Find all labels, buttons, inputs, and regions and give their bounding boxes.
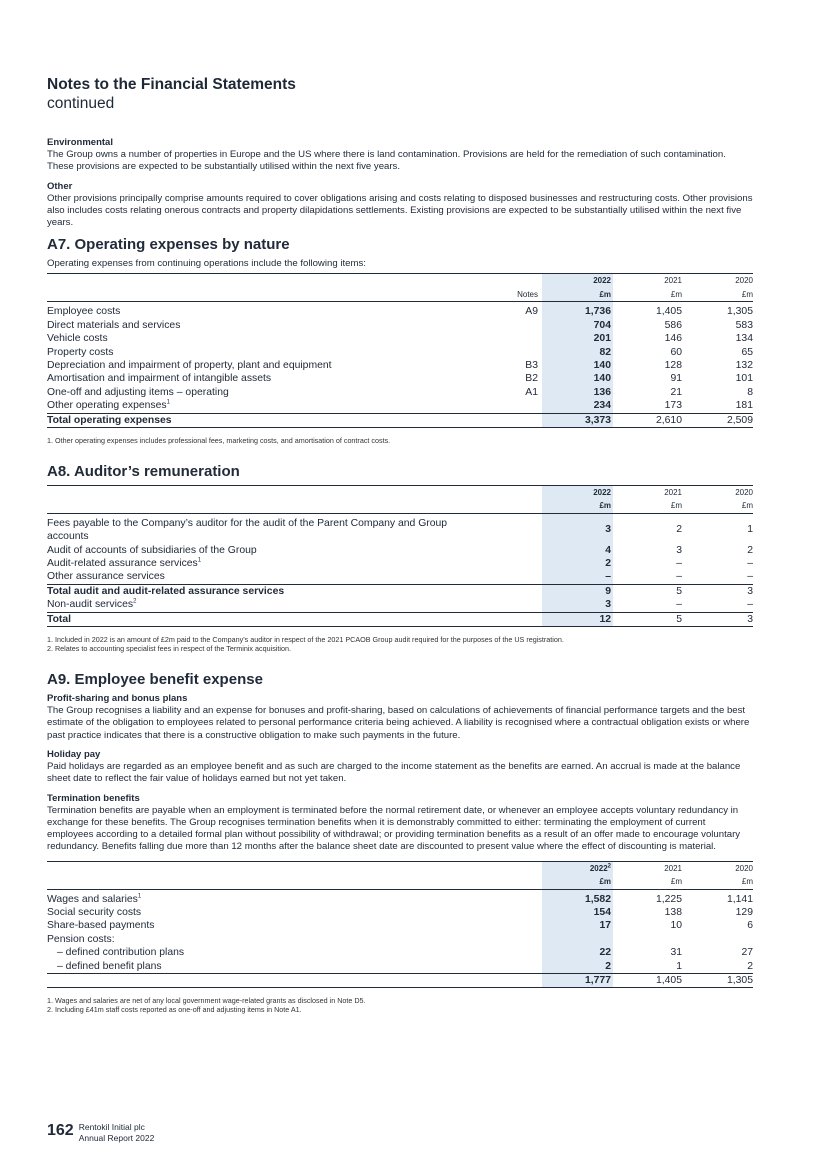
- a7-cell-label: One-off and adjusting items – operating: [47, 386, 229, 398]
- holiday-pay-text: Paid holidays are regarded as an employee benefit and as such are charged to the income statement as the benefits are earned. An accrual is made at the balance sheet date to reflect the fair value of holidays earned but not yet taken.: [47, 760, 741, 785]
- a7-cell-y21: 21: [670, 386, 682, 398]
- a9-cell-y22: [542, 933, 613, 946]
- a7-cell-y21: 586: [664, 319, 682, 331]
- a7-cell-notes: [488, 346, 542, 359]
- a9-total-label: [47, 973, 488, 987]
- a8-row: [47, 544, 753, 557]
- a9-cell-y20: 2: [747, 960, 753, 972]
- a8-title: A8. Auditor’s remuneration: [47, 462, 240, 480]
- a7-footnotes: [47, 436, 753, 445]
- a9-footnote-2: 2. Including £41m staff costs reported as one-off and adjusting items in Note A1.: [47, 1005, 302, 1015]
- a8-table: [47, 485, 753, 627]
- a9-row: [47, 933, 753, 946]
- a7-cell-notes: B2: [525, 373, 538, 385]
- a7-row: [47, 302, 753, 319]
- a7-cell-notes: A9: [525, 306, 538, 318]
- a7-cell-y21: 1,405: [655, 306, 682, 318]
- a7-cell-y22: 201: [542, 332, 613, 345]
- a7-cell-y22: 140: [542, 372, 613, 385]
- a7-cell-y22: 704: [542, 319, 613, 332]
- a8-nonaudit-2020: –: [747, 599, 753, 611]
- a8-header-2020: 2020 £m: [735, 487, 753, 511]
- a9-cell-y20: 27: [741, 947, 753, 959]
- a8-cell-y21: 3: [676, 544, 682, 556]
- a7-cell-notes: B3: [525, 359, 538, 371]
- a7-cell-label: Employee costs: [47, 306, 121, 318]
- a8-cell-y22: 2: [542, 557, 613, 570]
- a8-subtotal-notes: [488, 584, 542, 598]
- a9-cell-y21: 10: [670, 920, 682, 932]
- page-content: [47, 76, 753, 1014]
- a8-total-notes: [488, 612, 542, 626]
- a8-header-label: [47, 485, 488, 513]
- profit-sharing-heading: Profit-sharing and bonus plans: [47, 693, 188, 705]
- a7-cell-y21: 173: [664, 400, 682, 412]
- footer-company: Rentokil Initial plc: [78, 1122, 145, 1132]
- a9-cell-y22: 154: [542, 906, 613, 919]
- a9-cell-label: – defined benefit plans: [57, 960, 162, 972]
- a9-header-label: [47, 861, 488, 889]
- a7-cell-y22: 234: [542, 399, 613, 413]
- a9-cell-y22: 17: [542, 919, 613, 932]
- a8-header-2022: 2022 £m: [542, 485, 613, 513]
- a9-table: [47, 861, 753, 989]
- a8-subtotal-label: Total audit and audit-related assurance services: [47, 584, 488, 598]
- a7-total-notes: [488, 413, 542, 427]
- a9-cell-label: – defined contribution plans: [57, 947, 185, 959]
- a9-total-2022: 1,777: [542, 973, 613, 987]
- a7-footnote-1: 1. Other operating expenses includes professional fees, marketing costs, and amortisation of contract costs.: [47, 435, 391, 445]
- footer-company-block: [79, 1122, 155, 1143]
- holiday-pay-heading: Holiday pay: [47, 748, 101, 760]
- a7-cell-label: Depreciation and impairment of property, plant and equipment: [47, 359, 332, 371]
- a9-cell-y20: [684, 933, 753, 946]
- a9-cell-y21: 31: [670, 947, 682, 959]
- a8-cell-label: Audit-related assurance services$^1$: [47, 557, 202, 569]
- a9-cell-label: Social security costs: [47, 906, 142, 918]
- a9-row: [47, 889, 753, 906]
- a9-cell-label: Share-based payments: [47, 920, 155, 932]
- a8-nonaudit-notes: [488, 598, 542, 612]
- a8-header-notes: [488, 485, 542, 513]
- a7-cell-notes: A1: [525, 386, 538, 398]
- a8-cell-notes: [488, 544, 542, 557]
- a7-cell-y22: 82: [542, 346, 613, 359]
- a9-cell-y20: 129: [735, 906, 753, 918]
- a8-cell-y20: –: [747, 571, 753, 583]
- footer-report: Annual Report 2022: [78, 1132, 155, 1143]
- a9-total-row: [47, 973, 753, 987]
- a7-cell-label: Other operating expenses$^1$: [47, 399, 170, 412]
- a9-cell-y21: 1: [676, 960, 682, 972]
- page-number: 162: [47, 1122, 74, 1139]
- other-text: Other provisions principally comprise amounts required to cover obligations arising and costs relating to disposed businesses and restructuring costs. Other provisions also includes costs relating onerous contracts and property dilapidations settlements. Existing provisions are expected to be substantially utilised within the next five years.: [47, 192, 753, 229]
- a9-cell-y22: 1,582: [542, 889, 613, 906]
- a8-total-label: Total: [47, 612, 488, 626]
- a9-cell-y20: 1,141: [726, 893, 753, 905]
- a9-total-2021: 1,405: [613, 973, 684, 987]
- a9-cell-label: Wages and salaries$^1$: [47, 893, 142, 905]
- page-footer: [47, 1122, 154, 1143]
- a8-cell-y22: –: [542, 570, 613, 584]
- a9-cell-notes: [488, 906, 542, 919]
- a8-cell-y22: 4: [542, 544, 613, 557]
- a8-cell-y20: –: [747, 557, 753, 569]
- termination-text: Termination benefits are payable when an employment is terminated before the normal retirement date, or whenever an employee accepts voluntary redundancy in exchange for these benefits. The Group recognises termination benefits when it is demonstrably committed to either: terminating the employment of current employees according to a detailed formal plan without possibility of withdrawal; or providing termination benefits as a result of an offer made to encourage voluntary redundancy. Benefits falling due more than 12 months after the balance sheet date are discounted to present value where the effect of discounting is material.: [47, 804, 741, 853]
- a7-row: [47, 332, 753, 345]
- a8-nonaudit-2022: 3: [542, 598, 613, 612]
- a8-total-row: [47, 612, 753, 626]
- a9-header-2020: 2020 £m: [735, 863, 753, 887]
- a9-cell-label: Pension costs:: [47, 933, 115, 945]
- termination-heading: Termination benefits: [47, 792, 140, 804]
- a8-total-2020: 3: [684, 612, 753, 626]
- a8-total-2022: 12: [542, 612, 613, 626]
- a8-nonaudit-label: Non-audit services$^2$: [47, 598, 137, 611]
- a8-cell-y21: –: [676, 557, 682, 569]
- environmental-heading: Environmental: [47, 137, 113, 148]
- a7-cell-y22: 1,736: [542, 302, 613, 319]
- a8-subtotal-row: [47, 584, 753, 598]
- a8-subtotal-2022: 9: [542, 584, 613, 598]
- a8-cell-notes: [488, 513, 542, 543]
- profit-sharing-text: The Group recognises a liability and an expense for bonuses and profit-sharing, based on calculations of achievements of financial performance targets and the best estimate of the obligation to employees related to personal performance criteria being achieved. A liability is recognised where a contractual obligation exists or where past practice indicates that there is a constructive obligation to make such payments in the future.: [47, 705, 750, 741]
- a8-cell-y20: 2: [747, 544, 753, 556]
- a7-cell-y22: 136: [542, 386, 613, 399]
- other-heading: Other: [47, 180, 73, 192]
- a7-row: [47, 372, 753, 385]
- a7-cell-label: Amortisation and impairment of intangible assets: [47, 373, 272, 385]
- a7-cell-y20: 65: [741, 346, 753, 358]
- a9-cell-notes: [488, 919, 542, 932]
- a7-cell-y21: 146: [664, 333, 682, 345]
- a9-cell-notes: [488, 946, 542, 959]
- a7-title: A7. Operating expenses by nature: [47, 236, 290, 254]
- a8-cell-y20: 1: [747, 524, 753, 536]
- a7-cell-notes: [488, 399, 542, 413]
- a9-header-notes: [488, 861, 542, 889]
- a9-cell-notes: [488, 960, 542, 974]
- a7-row: [47, 346, 753, 359]
- a9-total-notes: [488, 973, 542, 987]
- a7-cell-y20: 101: [735, 373, 753, 385]
- a7-cell-y21: 60: [670, 346, 682, 358]
- a8-cell-y22: 3: [542, 513, 613, 543]
- a9-footnote-1: 1. Wages and salaries are net of any local government wage-related grants as disclosed in Note D5.: [47, 996, 366, 1006]
- a7-cell-y21: 128: [664, 359, 682, 371]
- a7-cell-label: Direct materials and services: [47, 319, 181, 331]
- a9-cell-y21: 1,225: [655, 893, 682, 905]
- a7-header-notes: Notes: [517, 289, 538, 299]
- a7-header-2021: 2021 £m: [664, 276, 682, 299]
- a9-title: A9. Employee benefit expense: [47, 671, 263, 689]
- a9-header-2022: 2022$^2$ £m: [542, 861, 613, 889]
- a7-total-2021: 2,610: [613, 413, 684, 427]
- environmental-text: The Group owns a number of properties in Europe and the US where there is land contamination. Provisions are held for the remediation of such contamination. These provisions are expected to be substantially utilised within the next five years.: [47, 149, 726, 173]
- a9-row: [47, 960, 753, 974]
- a8-cell-notes: [488, 570, 542, 584]
- a8-row: [47, 570, 753, 584]
- a7-table: [47, 273, 753, 427]
- a9-cell-notes: [488, 933, 542, 946]
- a7-cell-y20: 583: [735, 319, 753, 331]
- a7-total-2020: 2,509: [684, 413, 753, 427]
- a7-header-label: [47, 274, 488, 302]
- a7-header-2022: 2022 £m: [542, 274, 613, 302]
- a8-subtotal-2020: 3: [684, 584, 753, 598]
- a7-cell-y20: 132: [735, 359, 753, 371]
- a7-cell-notes: [488, 319, 542, 332]
- a7-cell-label: Vehicle costs: [47, 333, 108, 345]
- page-subtitle: continued: [47, 95, 115, 112]
- a7-row: [47, 386, 753, 399]
- a7-cell-y20: 8: [747, 386, 753, 398]
- a8-total-2021: 5: [613, 612, 684, 626]
- a9-cell-y21: [613, 933, 684, 946]
- a9-cell-y21: 138: [664, 906, 682, 918]
- a9-cell-notes: [488, 889, 542, 906]
- a7-row: [47, 399, 753, 413]
- a8-nonaudit-row: [47, 598, 753, 612]
- a8-footnote-2: 2. Relates to accounting specialist fees in respect of the Terminix acquisition.: [47, 644, 291, 654]
- a8-cell-y21: 2: [676, 524, 682, 536]
- a8-row: [47, 557, 753, 570]
- a7-cell-y20: 181: [735, 400, 753, 412]
- a8-cell-label: Audit of accounts of subsidiaries of the Group: [47, 544, 257, 556]
- a9-cell-y22: 2: [542, 960, 613, 974]
- a8-subtotal-2021: 5: [613, 584, 684, 598]
- a7-cell-y21: 91: [670, 373, 682, 385]
- a8-cell-label: Fees payable to the Company’s auditor for the audit of the Parent Company and Group accounts: [47, 517, 448, 543]
- a9-header-2021: 2021 £m: [664, 863, 682, 887]
- a9-row: [47, 919, 753, 932]
- a7-total-2022: 3,373: [542, 413, 613, 427]
- a9-cell-y22: 22: [542, 946, 613, 959]
- a8-cell-y21: –: [676, 571, 682, 583]
- a7-row: [47, 319, 753, 332]
- a9-footnotes: [47, 996, 753, 1014]
- a7-cell-label: Property costs: [47, 346, 114, 358]
- a8-nonaudit-2021: –: [676, 599, 682, 611]
- a9-total-2020: 1,305: [684, 973, 753, 987]
- a7-header-2020: 2020 £m: [735, 276, 753, 299]
- a9-cell-y20: 6: [747, 920, 753, 932]
- a9-row: [47, 906, 753, 919]
- a7-total-row: [47, 413, 753, 427]
- a8-row: [47, 513, 753, 543]
- a8-header-2021: 2021 £m: [664, 487, 682, 511]
- a7-row: [47, 359, 753, 372]
- a7-cell-y20: 134: [735, 333, 753, 345]
- a8-footnotes: [47, 635, 753, 653]
- a8-footnote-1: 1. Included in 2022 is an amount of £2m paid to the Company’s auditor in respect of the 2021 PCAOB Group audit required for the purposes of the US registration.: [47, 635, 564, 645]
- a7-cell-notes: [488, 332, 542, 345]
- a7-total-label: Total operating expenses: [47, 413, 488, 427]
- a9-row: [47, 946, 753, 959]
- a8-cell-notes: [488, 557, 542, 570]
- page-title: Notes to the Financial Statements: [47, 76, 296, 93]
- a7-intro: Operating expenses from continuing operations include the following items:: [47, 258, 366, 270]
- a7-cell-y22: 140: [542, 359, 613, 372]
- a7-cell-y20: 1,305: [726, 306, 753, 318]
- a8-cell-label: Other assurance services: [47, 571, 165, 583]
